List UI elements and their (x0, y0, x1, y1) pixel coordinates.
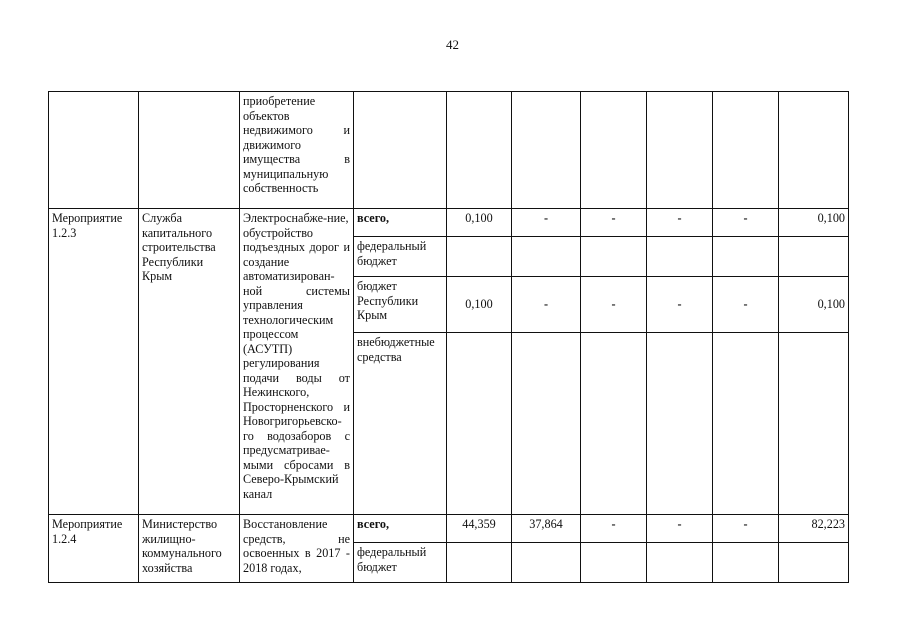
value-cell (447, 543, 512, 583)
value-cell (581, 543, 647, 583)
value-cell: - (713, 209, 779, 237)
executor-cell: Служба капитального строительства Республики Крым (139, 209, 240, 515)
source-cell (354, 92, 447, 209)
value-cell: 0,100 (447, 277, 512, 333)
value-cell (447, 333, 512, 515)
value-cell: 37,864 (512, 515, 581, 543)
value-cell (779, 543, 849, 583)
value-cell: - (647, 209, 713, 237)
value-cell (779, 237, 849, 277)
value-cell (512, 92, 581, 209)
value-cell (713, 237, 779, 277)
source-cell: внебюджетные средства (354, 333, 447, 515)
executor-cell: Министерство жилищно-коммунального хозяйства (139, 515, 240, 583)
value-cell: 44,359 (447, 515, 512, 543)
source-cell: федеральный бюджет (354, 237, 447, 277)
value-cell: - (512, 209, 581, 237)
value-cell (647, 543, 713, 583)
event-cell: Мероприятие 1.2.3 (49, 209, 139, 515)
value-cell: 82,223 (779, 515, 849, 543)
source-cell: всего, (354, 515, 447, 543)
description-cell: Электроснабже-ние, обустройство подъездных дорог и создание автоматизирован-ной системы управления технологическим процессом (АСУТП) регулирования подачи воды от Нежинского, Просторненского и Новогригорьевско-го водозаборов с предусматривае-мыми сбросами в Северо-Крымский канал (240, 209, 354, 515)
value-cell (512, 237, 581, 277)
value-cell (779, 333, 849, 515)
value-cell: - (713, 515, 779, 543)
value-cell (581, 237, 647, 277)
value-cell (581, 92, 647, 209)
value-cell (512, 543, 581, 583)
value-cell (647, 237, 713, 277)
value-cell: - (713, 277, 779, 333)
value-cell (447, 92, 512, 209)
value-cell: - (647, 277, 713, 333)
value-cell: - (581, 515, 647, 543)
value-cell: 0,100 (779, 209, 849, 237)
event-cell (49, 92, 139, 209)
value-cell (779, 92, 849, 209)
value-cell: - (647, 515, 713, 543)
source-cell: всего, (354, 209, 447, 237)
value-cell (713, 543, 779, 583)
value-cell: 0,100 (779, 277, 849, 333)
value-cell (581, 333, 647, 515)
value-cell (512, 333, 581, 515)
source-cell: бюджет Республики Крым (354, 277, 447, 333)
event-cell: Мероприятие 1.2.4 (49, 515, 139, 583)
value-cell: - (512, 277, 581, 333)
executor-cell (139, 92, 240, 209)
value-cell (647, 333, 713, 515)
page-number: 42 (446, 37, 459, 52)
table-row (49, 209, 849, 237)
value-cell (713, 333, 779, 515)
value-cell: - (581, 277, 647, 333)
value-cell: - (581, 209, 647, 237)
value-cell (647, 92, 713, 209)
table-row (49, 515, 849, 543)
value-cell: 0,100 (447, 209, 512, 237)
funding-table (48, 91, 849, 583)
value-cell (713, 92, 779, 209)
description-cell: приобретение объектов недвижимого и движимого имущества в муниципальную собственность (240, 92, 354, 209)
table-row (49, 92, 849, 209)
source-cell: федеральный бюджет (354, 543, 447, 583)
value-cell (447, 237, 512, 277)
description-cell: Восстановление средств, не освоенных в 2017 - 2018 годах, (240, 515, 354, 583)
